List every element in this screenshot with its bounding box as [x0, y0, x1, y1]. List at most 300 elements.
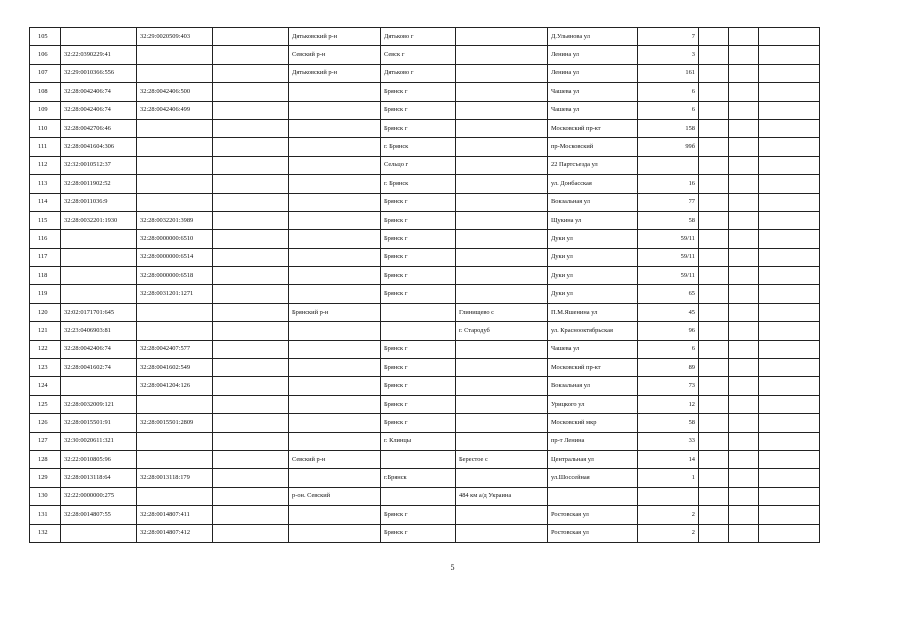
- cell-extra-3: [759, 248, 820, 266]
- cell-extra-2: [729, 377, 759, 395]
- table-row: [30, 193, 820, 211]
- cell-row-number: 123: [30, 359, 61, 377]
- cell-extra-1: [699, 450, 729, 468]
- cell-district: [289, 395, 381, 413]
- cell-extra-2: [729, 175, 759, 193]
- cell-street: Дуки ул: [548, 267, 638, 285]
- cell-extra-code: [213, 46, 289, 64]
- cell-street: Дуки ул: [548, 285, 638, 303]
- cell-row-number: 106: [30, 46, 61, 64]
- cell-extra-3: [759, 138, 820, 156]
- cell-district: Севский р-н: [289, 450, 381, 468]
- cell-house-number: 89: [638, 359, 699, 377]
- cell-extra-1: [699, 487, 729, 505]
- cell-street: Ростовская ул: [548, 524, 638, 542]
- table-row: [30, 303, 820, 321]
- cell-extra-3: [759, 377, 820, 395]
- cell-building-cadastral-number: 32:28:0031201:1271: [137, 285, 213, 303]
- cell-extra-code: [213, 450, 289, 468]
- cell-extra-2: [729, 340, 759, 358]
- cell-building-cadastral-number: [137, 395, 213, 413]
- cell-extra-1: [699, 340, 729, 358]
- cell-settlement: [456, 83, 548, 101]
- cell-building-cadastral-number: [137, 303, 213, 321]
- cell-extra-code: [213, 101, 289, 119]
- cell-street: [548, 487, 638, 505]
- cell-extra-1: [699, 285, 729, 303]
- cell-district: [289, 156, 381, 174]
- cell-district: Дятьковский р-н: [289, 28, 381, 46]
- cell-row-number: 107: [30, 64, 61, 82]
- table-row: [30, 432, 820, 450]
- table-row: [30, 395, 820, 413]
- cell-district: [289, 359, 381, 377]
- cell-cadastral-number: 32:28:0013118:64: [61, 469, 137, 487]
- cell-extra-1: [699, 432, 729, 450]
- cell-row-number: 112: [30, 156, 61, 174]
- table-row: [30, 138, 820, 156]
- cell-cadastral-number: [61, 285, 137, 303]
- cell-street: Московский пр-кт: [548, 359, 638, 377]
- cell-building-cadastral-number: 32:28:0000000:6514: [137, 248, 213, 266]
- cell-district: [289, 175, 381, 193]
- cell-street: Ростовская ул: [548, 506, 638, 524]
- cell-house-number: 2: [638, 506, 699, 524]
- cell-building-cadastral-number: [137, 156, 213, 174]
- cell-city: Брянск г: [381, 193, 456, 211]
- table-body: [30, 28, 820, 543]
- cell-street: Дуки ул: [548, 248, 638, 266]
- cell-cadastral-number: 32:28:0042406:74: [61, 101, 137, 119]
- cell-building-cadastral-number: [137, 138, 213, 156]
- cell-extra-1: [699, 395, 729, 413]
- table-row: [30, 414, 820, 432]
- cell-row-number: 111: [30, 138, 61, 156]
- cell-building-cadastral-number: [137, 175, 213, 193]
- cell-extra-1: [699, 193, 729, 211]
- cell-settlement: [456, 193, 548, 211]
- cell-extra-3: [759, 267, 820, 285]
- cell-district: [289, 230, 381, 248]
- cell-building-cadastral-number: 32:28:0042406:500: [137, 83, 213, 101]
- cell-extra-1: [699, 83, 729, 101]
- cell-cadastral-number: 32:22:0000000:275: [61, 487, 137, 505]
- cell-extra-2: [729, 156, 759, 174]
- cell-extra-code: [213, 340, 289, 358]
- cell-cadastral-number: 32:28:0042406:74: [61, 83, 137, 101]
- cell-house-number: 6: [638, 340, 699, 358]
- cell-house-number: 158: [638, 119, 699, 137]
- cell-extra-2: [729, 395, 759, 413]
- cell-house-number: 7: [638, 28, 699, 46]
- table-row: [30, 377, 820, 395]
- cell-district: [289, 377, 381, 395]
- cell-row-number: 127: [30, 432, 61, 450]
- cell-extra-code: [213, 28, 289, 46]
- cell-house-number: 77: [638, 193, 699, 211]
- cell-settlement: [456, 64, 548, 82]
- cell-building-cadastral-number: [137, 119, 213, 137]
- cell-row-number: 114: [30, 193, 61, 211]
- cell-extra-code: [213, 432, 289, 450]
- cell-settlement: [456, 377, 548, 395]
- cell-settlement: [456, 211, 548, 229]
- cell-extra-code: [213, 175, 289, 193]
- cell-cadastral-number: 32:28:0011036:9: [61, 193, 137, 211]
- cell-row-number: 129: [30, 469, 61, 487]
- cell-row-number: 113: [30, 175, 61, 193]
- cell-street: Центральная ул: [548, 450, 638, 468]
- table-row: [30, 487, 820, 505]
- cell-settlement: [456, 506, 548, 524]
- cell-street: Вокзальная ул: [548, 377, 638, 395]
- cell-extra-code: [213, 211, 289, 229]
- cell-extra-2: [729, 487, 759, 505]
- cell-settlement: [456, 285, 548, 303]
- cell-cadastral-number: [61, 267, 137, 285]
- cell-extra-1: [699, 211, 729, 229]
- cell-district: [289, 432, 381, 450]
- cell-district: [289, 101, 381, 119]
- cell-district: [289, 211, 381, 229]
- cell-district: [289, 524, 381, 542]
- cell-extra-3: [759, 285, 820, 303]
- table-row: [30, 175, 820, 193]
- cell-extra-1: [699, 359, 729, 377]
- table-row: [30, 248, 820, 266]
- cell-extra-3: [759, 432, 820, 450]
- cell-row-number: 126: [30, 414, 61, 432]
- cell-cadastral-number: 32:28:0015501:91: [61, 414, 137, 432]
- cell-house-number: 59/11: [638, 230, 699, 248]
- cell-extra-3: [759, 322, 820, 340]
- cell-building-cadastral-number: [137, 193, 213, 211]
- cell-city: Брянск г: [381, 285, 456, 303]
- cell-building-cadastral-number: [137, 432, 213, 450]
- cell-street: Урицкого ул: [548, 395, 638, 413]
- cell-cadastral-number: 32:28:0014807:55: [61, 506, 137, 524]
- cell-row-number: 108: [30, 83, 61, 101]
- table-row: [30, 524, 820, 542]
- cell-house-number: 96: [638, 322, 699, 340]
- cell-house-number: 59/11: [638, 267, 699, 285]
- table-row: [30, 211, 820, 229]
- cell-city: Брянск г: [381, 395, 456, 413]
- cell-extra-2: [729, 469, 759, 487]
- cell-house-number: 65: [638, 285, 699, 303]
- table-row: [30, 46, 820, 64]
- cell-city: Дятьково г: [381, 28, 456, 46]
- cell-city: г. Брянск: [381, 138, 456, 156]
- cell-row-number: 121: [30, 322, 61, 340]
- cell-house-number: 73: [638, 377, 699, 395]
- cell-cadastral-number: 32:28:0042706:46: [61, 119, 137, 137]
- cell-extra-code: [213, 193, 289, 211]
- cell-cadastral-number: [61, 377, 137, 395]
- cell-city: г.Брянск: [381, 469, 456, 487]
- cell-extra-1: [699, 506, 729, 524]
- cell-building-cadastral-number: 32:28:0015501:2809: [137, 414, 213, 432]
- cell-row-number: 124: [30, 377, 61, 395]
- cell-settlement: Глинищево с: [456, 303, 548, 321]
- cell-city: Брянск г: [381, 83, 456, 101]
- cell-extra-3: [759, 469, 820, 487]
- table-row: [30, 285, 820, 303]
- cell-extra-1: [699, 28, 729, 46]
- cell-extra-code: [213, 267, 289, 285]
- cell-extra-2: [729, 414, 759, 432]
- cell-extra-1: [699, 322, 729, 340]
- cell-extra-code: [213, 138, 289, 156]
- cell-settlement: [456, 119, 548, 137]
- cell-extra-1: [699, 101, 729, 119]
- cell-extra-3: [759, 524, 820, 542]
- cell-building-cadastral-number: [137, 450, 213, 468]
- cell-building-cadastral-number: [137, 322, 213, 340]
- cell-extra-code: [213, 487, 289, 505]
- cell-extra-code: [213, 524, 289, 542]
- cell-extra-2: [729, 524, 759, 542]
- cell-district: [289, 193, 381, 211]
- cell-extra-2: [729, 138, 759, 156]
- cell-house-number: 14: [638, 450, 699, 468]
- cell-house-number: 59/11: [638, 248, 699, 266]
- cell-street: ул. Краснооктябрьская: [548, 322, 638, 340]
- cell-extra-3: [759, 359, 820, 377]
- cell-cadastral-number: [61, 524, 137, 542]
- cell-building-cadastral-number: 32:28:0014807:412: [137, 524, 213, 542]
- cell-extra-2: [729, 193, 759, 211]
- cell-city: Севск г: [381, 46, 456, 64]
- cell-row-number: 131: [30, 506, 61, 524]
- cell-building-cadastral-number: 32:28:0000000:6510: [137, 230, 213, 248]
- cell-extra-code: [213, 469, 289, 487]
- cell-street: Чашева ул: [548, 83, 638, 101]
- cell-cadastral-number: 32:22:0010805:96: [61, 450, 137, 468]
- cell-extra-3: [759, 193, 820, 211]
- cell-city: Брянск г: [381, 377, 456, 395]
- table-row: [30, 119, 820, 137]
- cell-extra-2: [729, 83, 759, 101]
- cell-city: Сельцо г: [381, 156, 456, 174]
- cell-extra-code: [213, 156, 289, 174]
- cell-house-number: [638, 487, 699, 505]
- cell-extra-1: [699, 469, 729, 487]
- page-number: 5: [450, 563, 455, 572]
- cell-row-number: 109: [30, 101, 61, 119]
- cell-district: Дятьковский р-н: [289, 64, 381, 82]
- registry-table: [29, 27, 820, 543]
- cell-building-cadastral-number: 32:28:0013118:179: [137, 469, 213, 487]
- cell-extra-code: [213, 506, 289, 524]
- cell-settlement: [456, 138, 548, 156]
- cell-extra-1: [699, 175, 729, 193]
- cell-row-number: 128: [30, 450, 61, 468]
- cell-house-number: 33: [638, 432, 699, 450]
- cell-extra-1: [699, 414, 729, 432]
- cell-settlement: Берестое с: [456, 450, 548, 468]
- table-row: [30, 267, 820, 285]
- cell-cadastral-number: 32:28:0041604:306: [61, 138, 137, 156]
- cell-house-number: 12: [638, 395, 699, 413]
- cell-settlement: [456, 395, 548, 413]
- cell-row-number: 105: [30, 28, 61, 46]
- cell-cadastral-number: 32:23:0406903:81: [61, 322, 137, 340]
- cell-district: [289, 248, 381, 266]
- cell-settlement: [456, 28, 548, 46]
- cell-extra-3: [759, 506, 820, 524]
- cell-extra-code: [213, 230, 289, 248]
- cell-extra-2: [729, 119, 759, 137]
- cell-district: [289, 414, 381, 432]
- cell-settlement: 484 км а/д Украина: [456, 487, 548, 505]
- cell-building-cadastral-number: 32:28:0032201:3989: [137, 211, 213, 229]
- cell-settlement: г. Стародуб: [456, 322, 548, 340]
- cell-extra-1: [699, 119, 729, 137]
- cell-house-number: 2: [638, 524, 699, 542]
- cell-district: [289, 285, 381, 303]
- table-row: [30, 359, 820, 377]
- cell-extra-1: [699, 64, 729, 82]
- cell-row-number: 132: [30, 524, 61, 542]
- cell-street: П.М.Яшенина ул: [548, 303, 638, 321]
- cell-district: Севский р-н: [289, 46, 381, 64]
- cell-street: Московский пр-кт: [548, 119, 638, 137]
- cell-extra-2: [729, 28, 759, 46]
- cell-extra-1: [699, 524, 729, 542]
- cell-house-number: 6: [638, 83, 699, 101]
- cell-city: Брянск г: [381, 414, 456, 432]
- cell-extra-3: [759, 119, 820, 137]
- cell-row-number: 125: [30, 395, 61, 413]
- cell-street: Ленина ул: [548, 46, 638, 64]
- cell-district: [289, 138, 381, 156]
- cell-house-number: 1: [638, 469, 699, 487]
- cell-cadastral-number: [61, 248, 137, 266]
- cell-extra-2: [729, 211, 759, 229]
- cell-extra-3: [759, 46, 820, 64]
- cell-cadastral-number: 32:29:0010366:556: [61, 64, 137, 82]
- cell-row-number: 116: [30, 230, 61, 248]
- cell-building-cadastral-number: [137, 64, 213, 82]
- cell-house-number: 3: [638, 46, 699, 64]
- table-row: [30, 230, 820, 248]
- cell-building-cadastral-number: 32:29:0020509:403: [137, 28, 213, 46]
- cell-house-number: 16: [638, 175, 699, 193]
- cell-house-number: 6: [638, 101, 699, 119]
- cell-street: ул. Донбасская: [548, 175, 638, 193]
- cell-settlement: [456, 432, 548, 450]
- cell-settlement: [456, 156, 548, 174]
- cell-city: Брянск г: [381, 267, 456, 285]
- cell-extra-3: [759, 395, 820, 413]
- cell-extra-code: [213, 285, 289, 303]
- table-row: [30, 340, 820, 358]
- cell-city: Брянск г: [381, 506, 456, 524]
- table-row: [30, 322, 820, 340]
- cell-district: Брянский р-н: [289, 303, 381, 321]
- cell-cadastral-number: [61, 28, 137, 46]
- cell-settlement: [456, 524, 548, 542]
- table-row: [30, 83, 820, 101]
- cell-city: Брянск г: [381, 211, 456, 229]
- cell-cadastral-number: 32:22:0390229:41: [61, 46, 137, 64]
- cell-extra-1: [699, 377, 729, 395]
- cell-street: Чашева ул: [548, 101, 638, 119]
- cell-city: Брянск г: [381, 230, 456, 248]
- cell-extra-2: [729, 285, 759, 303]
- cell-extra-3: [759, 101, 820, 119]
- cell-row-number: 110: [30, 119, 61, 137]
- table-row: [30, 28, 820, 46]
- cell-district: [289, 83, 381, 101]
- cell-extra-code: [213, 395, 289, 413]
- cell-extra-3: [759, 303, 820, 321]
- cell-cadastral-number: 32:28:0032009:121: [61, 395, 137, 413]
- cell-row-number: 117: [30, 248, 61, 266]
- cell-city: Брянск г: [381, 248, 456, 266]
- cell-extra-code: [213, 64, 289, 82]
- cell-district: [289, 469, 381, 487]
- cell-district: [289, 340, 381, 358]
- cell-extra-3: [759, 83, 820, 101]
- cell-cadastral-number: 32:28:0011902:52: [61, 175, 137, 193]
- cell-extra-2: [729, 64, 759, 82]
- cell-building-cadastral-number: 32:28:0042406:499: [137, 101, 213, 119]
- cell-city: Брянск г: [381, 101, 456, 119]
- cell-city: Дятьково г: [381, 64, 456, 82]
- cell-settlement: [456, 359, 548, 377]
- cell-extra-3: [759, 211, 820, 229]
- cell-city: Брянск г: [381, 524, 456, 542]
- table-row: [30, 469, 820, 487]
- cell-extra-1: [699, 230, 729, 248]
- cell-street: пр-Московский: [548, 138, 638, 156]
- cell-settlement: [456, 267, 548, 285]
- cell-extra-2: [729, 46, 759, 64]
- cell-cadastral-number: 32:02:0171701:645: [61, 303, 137, 321]
- cell-building-cadastral-number: [137, 46, 213, 64]
- cell-extra-code: [213, 359, 289, 377]
- cell-extra-code: [213, 414, 289, 432]
- table-row: [30, 156, 820, 174]
- cell-extra-1: [699, 156, 729, 174]
- cell-extra-2: [729, 506, 759, 524]
- cell-extra-2: [729, 359, 759, 377]
- cell-extra-2: [729, 303, 759, 321]
- cell-street: Чашева ул: [548, 340, 638, 358]
- cell-cadastral-number: 32:28:0032201:1930: [61, 211, 137, 229]
- cell-extra-3: [759, 28, 820, 46]
- cell-row-number: 130: [30, 487, 61, 505]
- cell-extra-1: [699, 267, 729, 285]
- cell-extra-code: [213, 119, 289, 137]
- cell-extra-2: [729, 267, 759, 285]
- cell-extra-1: [699, 46, 729, 64]
- cell-extra-3: [759, 64, 820, 82]
- cell-extra-code: [213, 83, 289, 101]
- cell-building-cadastral-number: 32:28:0014807:411: [137, 506, 213, 524]
- cell-cadastral-number: 32:28:0041602:74: [61, 359, 137, 377]
- cell-row-number: 119: [30, 285, 61, 303]
- cell-settlement: [456, 340, 548, 358]
- cell-settlement: [456, 414, 548, 432]
- cell-street: Д.Ульянова ул: [548, 28, 638, 46]
- cell-extra-3: [759, 230, 820, 248]
- cell-building-cadastral-number: 32:28:0000000:6518: [137, 267, 213, 285]
- cell-extra-1: [699, 138, 729, 156]
- cell-row-number: 122: [30, 340, 61, 358]
